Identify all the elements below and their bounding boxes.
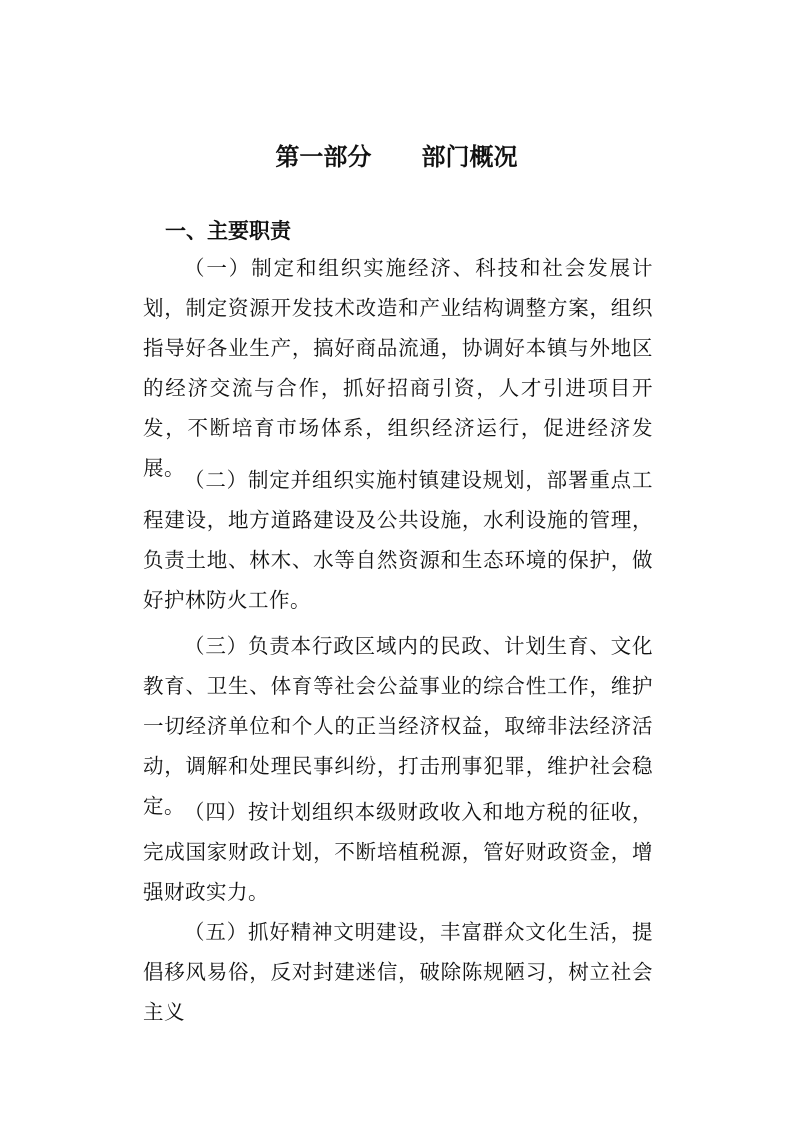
paragraph-duty-4: （四）按计划组织本级财政收入和地方税的征收，完成国家财政计划，不断培植税源，管好财政资金，增强财政实力。 <box>143 800 653 904</box>
paragraph-duty-2: （二）制定并组织实施村镇建设规划，部署重点工程建设，地方道路建设及公共设施，水利设施的管理，负责土地、林木、水等自然资源和生态环境的保护，做好护林防火工作。 <box>143 468 653 612</box>
paragraph-duty-1: （一）制定和组织实施经济、科技和社会发展计划，制定资源开发技术改造和产业结构调整方案，组织指导好各业生产，搞好商品流通，协调好本镇与外地区的经济交流与合作，抓好招商引资，人才引进项目开发，不断培育市场体系，组织经济运行，促进经济发展。 <box>143 256 653 480</box>
paragraph-duty-3: （三）负责本行政区域内的民政、计划生育、文化教育、卫生、体育等社会公益事业的综合性工作，维护一切经济单位和个人的正当经济权益，取缔非法经济活动，调解和处理民事纠纷，打击刑事犯罪，维护社会稳定。 <box>143 634 653 818</box>
page-title: 第一部分 部门概况 <box>275 143 518 171</box>
paragraph-duty-5: （五）抓好精神文明建设，丰富群众文化生活，提倡移风易俗，反对封建迷信，破除陈规陋习，树立社会主义 <box>143 920 653 1024</box>
section-heading: 一、主要职责 <box>165 219 291 243</box>
